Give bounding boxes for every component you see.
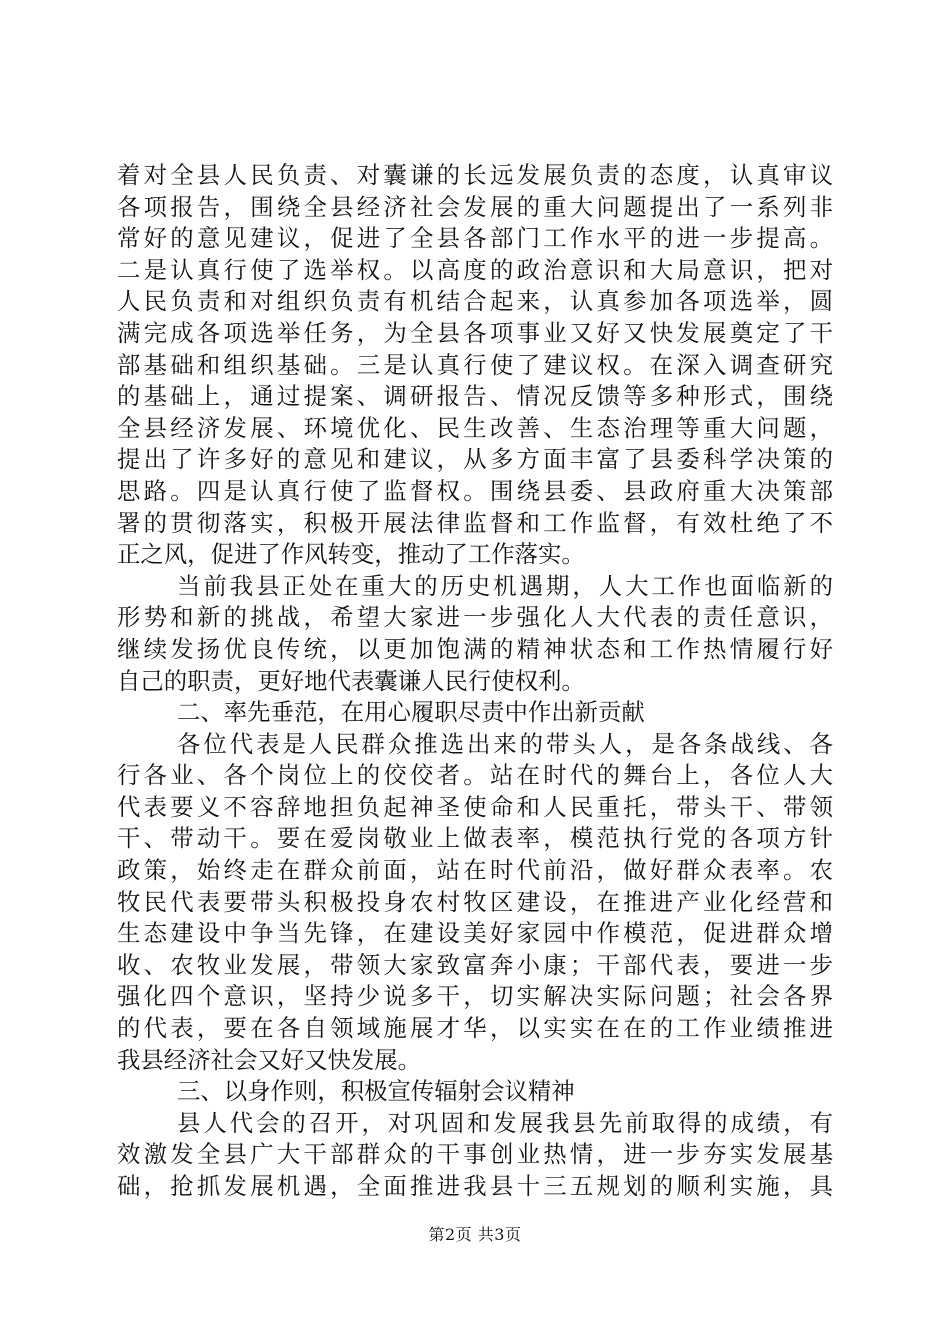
text-line: 继续发扬优良传统，以更加饱满的精神状态和工作热情履行好 [117, 634, 833, 663]
text-line: 牧民代表要带头积极投身农村牧区建设，在推进产业化经营和 [117, 887, 833, 916]
text-line: 人民负责和对组织负责有机结合起来，认真参加各项选举，圆 [117, 287, 833, 316]
text-line: 提出了许多好的意见和建议，从多方面丰富了县委科学决策的 [117, 445, 833, 474]
paragraph-first-line: 各位代表是人民群众推选出来的带头人，是各条战线、各 [177, 729, 833, 758]
text-line: 的基础上，通过提案、调研报告、情况反馈等多种形式，围绕 [117, 382, 833, 411]
paragraph-end-line: 正之风，促进了作风转变，推动了工作落实。 [117, 540, 585, 569]
text-line: 二是认真行使了选举权。以高度的政治意识和大局意识，把对 [117, 255, 833, 284]
page-number-footer: 第2页 共3页 [428, 1225, 522, 1244]
text-line: 的代表，要在各自领域施展才华，以实实在在的工作业绩推进 [117, 1014, 833, 1043]
text-line: 础，抢抓发展机遇，全面推进我县十三五规划的顺利实施，具 [117, 1172, 833, 1200]
text-line: 各项报告，围绕全县经济社会发展的重大问题提出了一系列非 [117, 192, 833, 221]
text-line: 部基础和组织基础。三是认真行使了建议权。在深入调查研究 [117, 350, 833, 379]
text-line: 常好的意见建议，促进了全县各部门工作水平的进一步提高。 [117, 224, 833, 253]
text-line: 收、农牧业发展，带领大家致富奔小康；干部代表，要进一步 [117, 950, 833, 979]
document-body [117, 160, 833, 1203]
text-line: 代表要义不容辞地担负起神圣使命和人民重托，带头干、带领 [117, 792, 833, 821]
section-heading-3: 三、以身作则，积极宣传辐射会议精神 [177, 1077, 575, 1106]
text-line: 生态建设中争当先锋，在建设美好家园中作模范，促进群众增 [117, 919, 833, 948]
text-line: 全县经济发展、环境优化、民生改善、生态治理等重大问题， [117, 413, 833, 442]
text-line: 行各业、各个岗位上的佼佼者。站在时代的舞台上，各位人大 [117, 761, 833, 790]
text-line: 强化四个意识，坚持少说多干，切实解决实际问题；社会各界 [117, 982, 833, 1011]
text-line: 思路。四是认真行使了监督权。围绕县委、县政府重大决策部 [117, 476, 833, 505]
text-line: 满完成各项选举任务，为全县各项事业又好又快发展奠定了干 [117, 318, 833, 347]
text-line: 政策，始终走在群众前面，站在时代前沿，做好群众表率。农 [117, 856, 833, 885]
text-line: 效激发全县广大干部群众的干事创业热情，进一步夯实发展基 [117, 1140, 833, 1169]
text-line: 形势和新的挑战，希望大家进一步强化人大代表的责任意识， [117, 603, 833, 632]
section-heading-2: 二、率先垂范，在用心履职尽责中作出新贡献 [177, 698, 645, 727]
text-line: 署的贯彻落实，积极开展法律监督和工作监督，有效杜绝了不 [117, 508, 833, 537]
paragraph-end-line: 自己的职责，更好地代表囊谦人民行使权利。 [117, 666, 585, 695]
text-line: 干、带动干。要在爱岗敬业上做表率，模范执行党的各项方针 [117, 824, 833, 853]
paragraph-first-line: 县人代会的召开，对巩固和发展我县先前取得的成绩，有 [177, 1108, 833, 1137]
paragraph-first-line: 当前我县正处在重大的历史机遇期，人大工作也面临新的 [177, 571, 833, 600]
text-line: 着对全县人民负责、对囊谦的长远发展负责的态度，认真审议 [117, 161, 833, 189]
paragraph-end-line: 我县经济社会又好又快发展。 [117, 1045, 422, 1074]
